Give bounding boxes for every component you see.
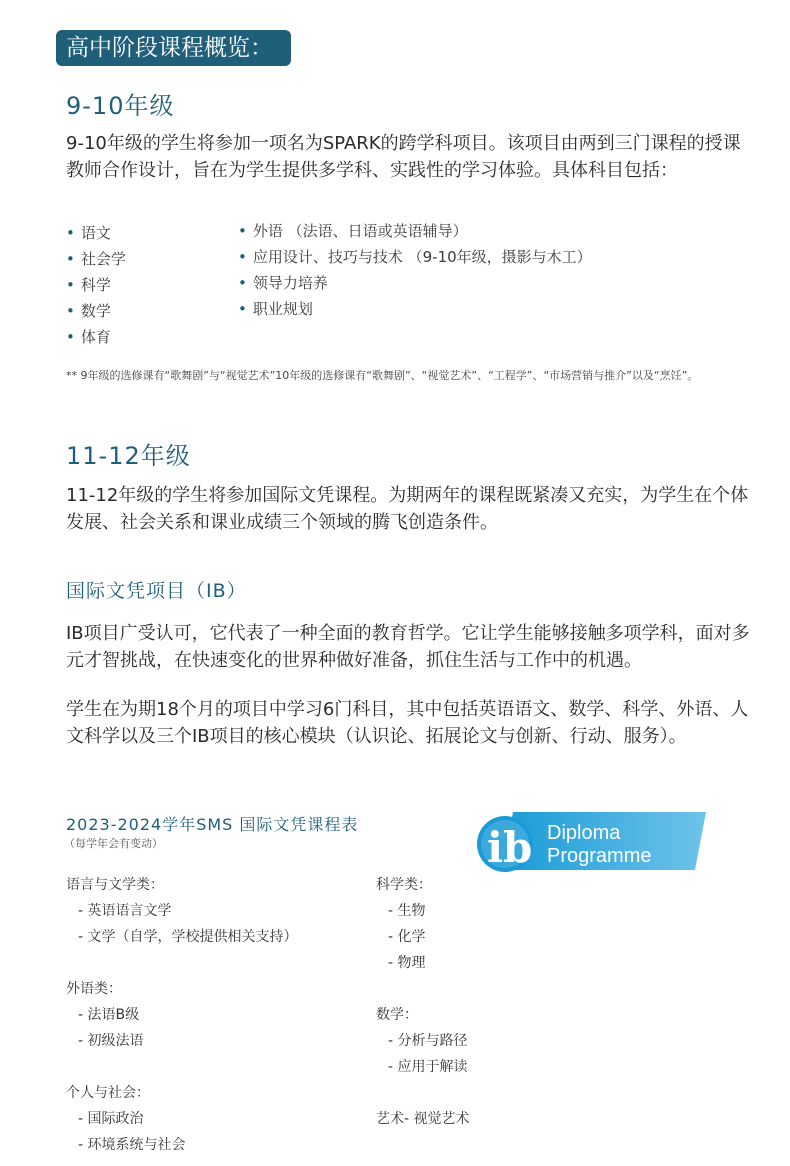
schedule-title: 2023-2024学年SMS 国际文凭课程表 xyxy=(66,815,359,834)
category-foreign-language: 外语类： xyxy=(66,981,122,997)
category-sciences: 科学类： xyxy=(376,877,432,893)
course-item: - 英语语言文学 xyxy=(78,903,172,919)
course-item: - 物理 xyxy=(388,955,426,971)
logo-programme-text: Programme xyxy=(547,845,652,867)
course-item: - 文学（自学，学校提供相关支持） xyxy=(78,929,298,945)
list-item: • 应用设计、技巧与技术 （9-10年级，摄影与木工） xyxy=(238,248,592,266)
ib-description: IB项目广受认可，它代表了一种全面的教育哲学。它让学生能够接触多项学科，面对多元才智挑战，在快速变化的世界种做好准备，抓住生活与工作中的机遇。 xyxy=(66,623,750,671)
list-item: • 社会学 xyxy=(66,250,126,268)
course-item: - 法语B级 xyxy=(78,1007,140,1023)
subjects-right-list xyxy=(238,218,738,322)
course-item: - 分析与路径 xyxy=(388,1033,468,1049)
grade-9-10-intro: 9-10年级的学生将参加一项名为SPARK的跨学科项目。该项目由两到三门课程的授课教师合作设计，旨在为学生提供多学科、实践性的学习体验。具体科目包括： xyxy=(66,133,741,181)
course-item: - 应用于解读 xyxy=(388,1059,468,1075)
course-item: - 初级法语 xyxy=(78,1033,144,1049)
grade-11-12-heading: 11-12年级 xyxy=(66,442,191,470)
ib-logo-graphic xyxy=(473,810,706,874)
category-language-literature: 语言与文学类： xyxy=(66,877,164,893)
course-item: - 国际政治 xyxy=(78,1111,144,1127)
logo-diploma-text: Diploma xyxy=(547,822,621,844)
course-item: - 环境系统与社会 xyxy=(78,1137,186,1153)
list-item: • 外语 （法语、日语或英语辅导） xyxy=(238,222,468,240)
ib-diploma-logo xyxy=(473,810,706,874)
course-item: - 生物 xyxy=(388,903,426,919)
ib-subjects-description: 学生在为期18个月的项目中学习6门科目，其中包括英语语文、数学、科学、外语、人文科学以及三个IB项目的核心模块（认识论、拓展论文与创新、行动、服务）。 xyxy=(66,699,749,747)
page-title: 高中阶段课程概览： xyxy=(56,30,291,66)
course-item: - 化学 xyxy=(388,929,426,945)
schedule-left-column xyxy=(66,872,366,1158)
list-item: • 语文 xyxy=(66,224,111,242)
list-item: • 科学 xyxy=(66,276,111,294)
list-item: • 数学 xyxy=(66,302,111,320)
list-item: • 职业规划 xyxy=(238,300,313,318)
elective-note: ** 9年级的选修课有“歌舞剧”与“视觉艺术”10年级的选修课有“歌舞剧”、“视觉艺术”、“工程学”、“市场营销与推介”以及“烹饪”。 xyxy=(66,369,699,382)
category-arts: 艺术- 视觉艺术 xyxy=(376,1111,470,1127)
ib-heading: 国际文凭项目（IB） xyxy=(66,580,247,602)
list-item: • 体育 xyxy=(66,328,111,346)
grade-9-10-heading: 9-10年级 xyxy=(66,92,175,120)
list-item: • 领导力培养 xyxy=(238,274,328,292)
grade-11-12-intro: 11-12年级的学生将参加国际文凭课程。为期两年的课程既紧凑又充实，为学生在个体发展、社会关系和课业成绩三个领域的腾飞创造条件。 xyxy=(66,485,749,533)
category-individuals-societies: 个人与社会： xyxy=(66,1085,150,1101)
ib-letters: ib xyxy=(487,823,533,872)
category-mathematics: 数学： xyxy=(376,1007,418,1023)
schedule-right-column xyxy=(376,872,676,1132)
schedule-subtitle: （每学年会有变动） xyxy=(64,837,163,850)
subjects-left-list xyxy=(66,220,236,350)
